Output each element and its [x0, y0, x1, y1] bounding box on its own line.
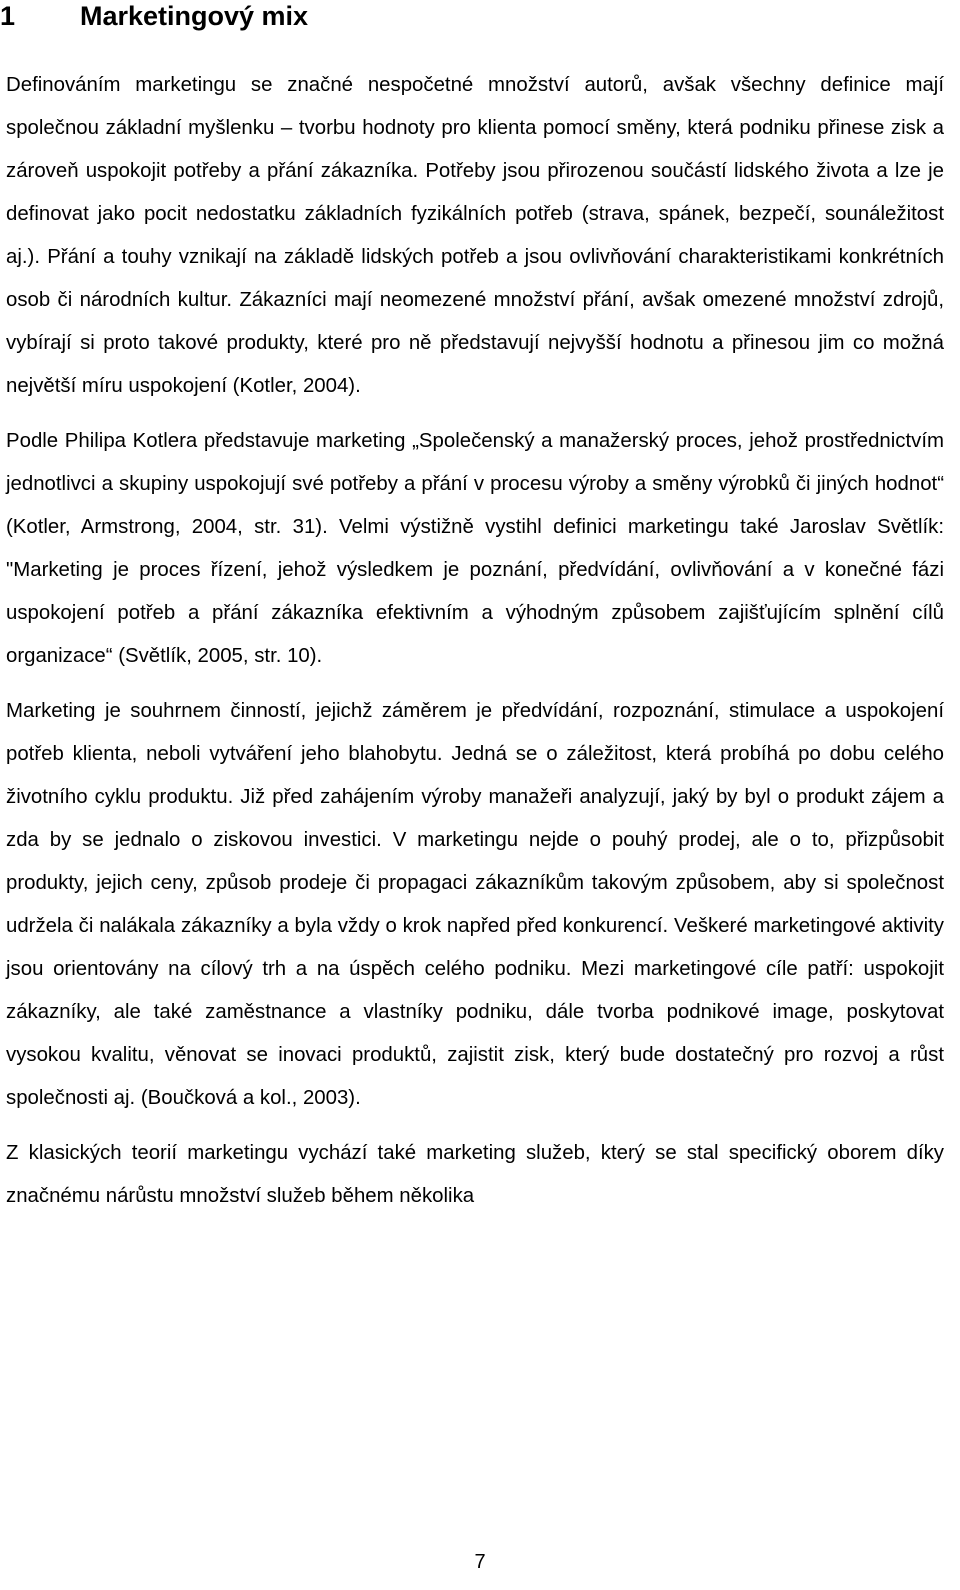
- chapter-title: Marketingový mix: [80, 1, 309, 31]
- paragraph-2: Podle Philipa Kotlera představuje marketing „Společenský a manažerský proces, jehož prostřednictvím jednotlivci a skupiny uspokojují své potřeby a přání v procesu výroby a směny výrobků či jiných hodnot“ (Kotler, Armstrong, 2004, str. 31). Velmi výstižně vystihl definici marketingu také Jaroslav Světlík: "Marketing je proces řízení, jehož výsledkem je poznání, předvídání, ovlivňování a v konečné fázi uspokojení potřeb a přání zákazníka efektivním a výhodným způsobem zajišťujícím splnění cílů organizace“ (Světlík, 2005, str. 10).: [6, 430, 944, 667]
- page-number: 7: [474, 1551, 486, 1573]
- body-text: [6, 64, 944, 1218]
- paragraph-3: Marketing je souhrnem činností, jejichž záměrem je předvídání, rozpoznání, stimulace a uspokojení potřeb klienta, neboli vytváření jeho blahobytu. Jedná se o záležitost, která probíhá po dobu celého životního cyklu produktu. Již před zahájením výroby manažeři analyzují, jaký by byl o produkt zájem a zda by se jednalo o ziskovou investici. V marketingu nejde o pouhý prodej, ale o to, přizpůsobit produkty, jejich ceny, způsob prodeje či propagaci zákazníkům takovým způsobem, aby si společnost udržela či nalákala zákazníky a byla vždy o krok napřed před konkurencí. Veškeré marketingové aktivity jsou orientovány na cílový trh a na úspěch celého podniku. Mezi marketingové cíle patří: uspokojit zákazníky, ale také zaměstnance a vlastníky podniku, dále tvorba podnikové image, poskytovat vysokou kvalitu, věnovat se inovaci produktů, zajistit zisk, který bude dostatečný pro rozvoj a růst společnosti aj. (Boučková a kol., 2003).: [6, 700, 944, 1109]
- paragraph-4: Z klasických teorií marketingu vychází také marketing služeb, který se stal specifický oborem díky značnému nárůstu množství služeb během několika: [6, 1142, 944, 1207]
- paragraph-1: Definováním marketingu se značné nespočetné množství autorů, avšak všechny definice mají společnou základní myšlenku – tvorbu hodnoty pro klienta pomocí směny, která podniku přinese zisk a zároveň uspokojit potřeby a přání zákazníka. Potřeby jsou přirozenou součástí lidského života a lze je definovat jako pocit nedostatku základních fyzikálních potřeb (strava, spánek, bezpečí, sounáležitost aj.). Přání a touhy vznikají na základě lidských potřeb a jsou ovlivňování charakteristikami konkrétních osob či národních kultur. Zákazníci mají neomezené množství přání, avšak omezené množství zdrojů, vybírají si proto takové produkty, které pro ně představují nejvyšší hodnotu a přinesou jim co možná největší míru uspokojení (Kotler, 2004).: [6, 74, 944, 397]
- chapter-heading: [0, 0, 308, 32]
- chapter-number: 1: [0, 1, 16, 31]
